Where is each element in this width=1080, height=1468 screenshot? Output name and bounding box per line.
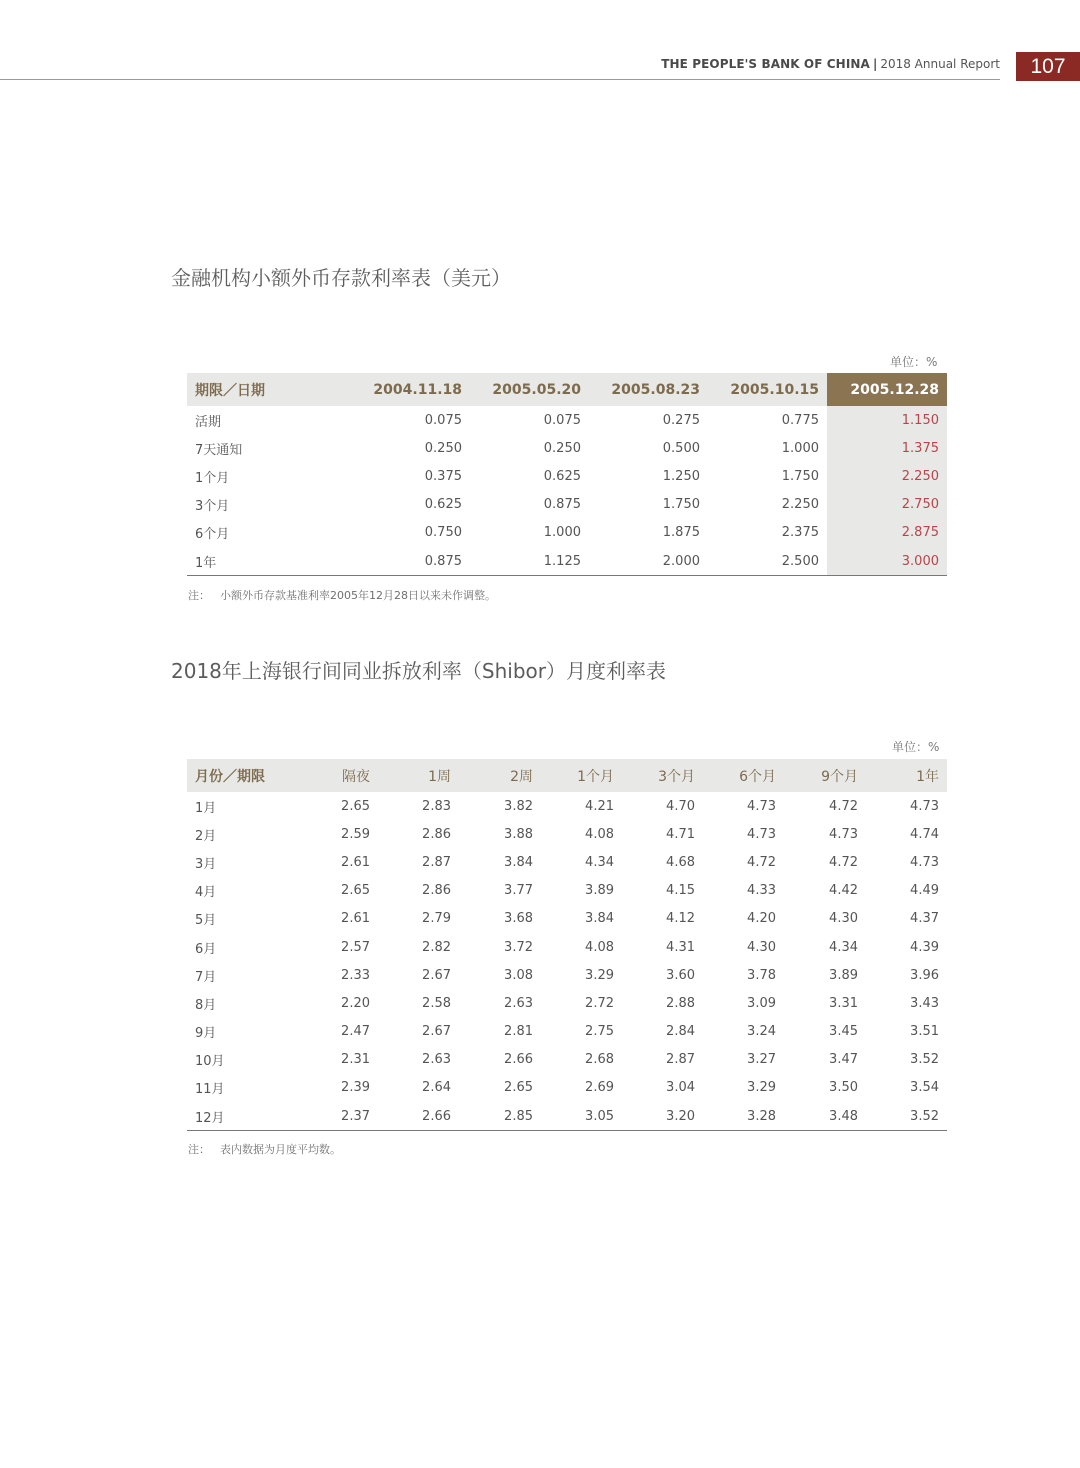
table-cell: 4.08 [585,939,614,955]
table-cell: 0.875 [543,497,581,513]
table-cell: 2.65 [504,1080,533,1096]
table-cell: 2.63 [504,995,533,1011]
table-row [187,933,947,961]
table-cell: 3.04 [666,1080,695,1096]
table-cell: 3.50 [829,1080,858,1096]
table-cell: 2.75 [585,1024,614,1040]
table-cell: 2.33 [341,967,370,983]
table-cell: 3.77 [504,883,533,899]
table-cell: 4.31 [666,939,695,955]
table-cell: 2.84 [666,1024,695,1040]
table-cell: 3.52 [866,1102,947,1131]
page-number: 107 [1016,52,1080,81]
table-row [187,491,947,519]
table-cell: 2.250 [827,462,947,490]
table-cell: 4.74 [910,826,939,842]
table2-col-header: 月份／期限 [195,768,265,785]
table1-col-header: 2005.08.23 [611,381,700,398]
table-cell: 0.775 [781,412,819,428]
table1-col-header: 2004.11.18 [373,381,462,398]
table-cell: 2.000 [589,547,708,576]
table2-note [188,1141,341,1157]
table2-col-header: 2周 [510,768,533,785]
header-separator: | [872,57,878,71]
table-cell: 4.21 [585,798,614,814]
table2-col-header: 隔夜 [342,768,370,785]
table-row [187,961,947,989]
table-cell: 4.73 [747,826,776,842]
table-cell: 4.20 [747,911,776,927]
table-cell: 4.73 [910,854,939,870]
table-cell: 2.66 [378,1102,459,1131]
table2-unit: 单位：% [892,740,940,754]
running-header [661,57,1000,71]
table-cell: 0.625 [543,468,581,484]
table-cell: 2.87 [422,854,451,870]
table2-header-row [187,759,947,792]
table-cell: 0.625 [424,497,462,513]
table-row [187,1074,947,1102]
table1-header-row [187,373,947,406]
table-cell: 4.42 [829,883,858,899]
table-cell: 2.69 [585,1080,614,1096]
table-cell: 3.24 [747,1024,776,1040]
table-cell: 2.61 [341,911,370,927]
table-cell: 2.47 [341,1024,370,1040]
table2-col-header: 3个月 [658,768,695,785]
table-cell: 2.66 [504,1052,533,1068]
table-cell: 1.750 [662,497,700,513]
table-cell: 4.73 [747,798,776,814]
table-cell: 0.500 [662,440,700,456]
row-label: 6个月 [195,527,230,543]
table-cell: 3.43 [910,995,939,1011]
table-cell: 3.48 [784,1102,866,1131]
table-cell: 0.875 [345,547,470,576]
table-cell: 2.59 [341,826,370,842]
table-cell: 2.875 [827,519,947,547]
table-cell: 4.15 [666,883,695,899]
table-cell: 2.72 [585,995,614,1011]
table-cell: 2.500 [708,547,827,576]
table-row [187,848,947,876]
table2-note-label: 注： [188,1143,210,1156]
table-cell: 2.81 [504,1024,533,1040]
row-label: 2月 [195,828,217,844]
table-cell: 0.375 [424,468,462,484]
table-cell: 3.89 [829,967,858,983]
table1-col-header: 2005.05.20 [492,381,581,398]
table-cell: 3.72 [504,939,533,955]
row-label: 3月 [195,856,217,872]
table-cell: 2.88 [666,995,695,1011]
table-cell: 3.82 [504,798,533,814]
table1-note [188,587,496,603]
table-cell: 4.49 [910,883,939,899]
table-cell: 3.54 [910,1080,939,1096]
table-cell: 0.075 [543,412,581,428]
table-cell: 3.89 [585,883,614,899]
table2-body [187,792,947,1131]
table-cell: 4.30 [829,911,858,927]
table-cell: 1.150 [827,406,947,434]
table-cell: 4.68 [666,854,695,870]
table2-title: 2018年上海银行间同业拆放利率（Shibor）月度利率表 [171,659,666,683]
table-cell: 3.08 [504,967,533,983]
row-label: 1年 [187,547,345,576]
row-label: 7天通知 [195,442,243,458]
table-cell: 1.250 [662,468,700,484]
table-row [187,1102,947,1131]
table-row [187,792,947,820]
table-cell: 0.075 [424,412,462,428]
header-report: 2018 Annual Report [880,57,1000,71]
table-row [187,1018,947,1046]
table-cell: 3.000 [827,547,947,576]
row-label: 8月 [195,997,217,1013]
table-cell: 3.29 [747,1080,776,1096]
table-cell: 1.000 [543,525,581,541]
table1-col-header: 期限／日期 [195,382,265,399]
table-cell: 4.72 [747,854,776,870]
table-cell: 2.61 [341,854,370,870]
row-label: 10月 [195,1054,225,1070]
table-cell: 3.29 [585,967,614,983]
table-cell: 2.63 [422,1052,451,1068]
table-cell: 3.27 [747,1052,776,1068]
table-cell: 1.000 [781,440,819,456]
table-cell: 2.64 [422,1080,451,1096]
table-cell: 2.65 [341,798,370,814]
table-cell: 3.96 [910,967,939,983]
row-label: 3个月 [195,499,230,515]
table-cell: 3.68 [504,911,533,927]
table-cell: 3.60 [666,967,695,983]
header-org: THE PEOPLE'S BANK OF CHINA [661,57,870,71]
table-cell: 3.52 [910,1052,939,1068]
table-cell: 1.875 [662,525,700,541]
row-label: 11月 [195,1082,225,1098]
table-cell: 3.51 [910,1024,939,1040]
table-cell: 3.84 [585,911,614,927]
table-row [187,989,947,1017]
table-cell: 3.05 [541,1102,622,1131]
table-cell: 1.125 [470,547,589,576]
row-label: 活期 [195,414,222,430]
table-row [187,905,947,933]
table-cell: 4.72 [829,854,858,870]
table1-body [187,406,947,576]
table2-col-header: 1年 [916,768,939,785]
table-cell: 3.31 [829,995,858,1011]
table1-note-text: 小额外币存款基准利率2005年12月28日以来未作调整。 [220,589,496,602]
table-row [187,519,947,547]
table-row [187,1046,947,1074]
table-cell: 0.250 [543,440,581,456]
table-cell: 4.33 [747,883,776,899]
table-cell: 0.750 [424,525,462,541]
table-cell: 2.58 [422,995,451,1011]
table-cell: 2.68 [585,1052,614,1068]
table-cell: 2.86 [422,826,451,842]
table-cell: 3.88 [504,826,533,842]
table-cell: 2.39 [341,1080,370,1096]
table-cell: 4.34 [585,854,614,870]
table-cell: 2.67 [422,967,451,983]
row-label: 12月 [187,1102,297,1131]
table-cell: 4.70 [666,798,695,814]
table-cell: 2.20 [341,995,370,1011]
table-cell: 0.250 [424,440,462,456]
table1-col-header: 2005.10.15 [730,381,819,398]
table-cell: 1.375 [827,434,947,462]
table2-note-text: 表内数据为月度平均数。 [220,1143,341,1156]
table-cell: 2.250 [781,497,819,513]
header-rule [0,79,1000,80]
table-cell: 2.750 [827,491,947,519]
row-label: 6月 [195,941,217,957]
foreign-deposit-rate-table [187,373,947,576]
table-cell: 2.65 [341,883,370,899]
table-cell: 4.39 [910,939,939,955]
table-row [187,877,947,905]
table-cell: 4.12 [666,911,695,927]
table-row [187,406,947,434]
table1-col-header: 2005.12.28 [827,373,947,406]
table-row [187,547,947,576]
table2-col-header: 6个月 [739,768,776,785]
table-cell: 4.73 [910,798,939,814]
table-cell: 2.31 [341,1052,370,1068]
table-cell: 2.67 [422,1024,451,1040]
row-label: 9月 [195,1026,217,1042]
table-cell: 3.47 [829,1052,858,1068]
table-cell: 3.20 [622,1102,703,1131]
row-label: 1个月 [195,470,230,486]
table-row [187,434,947,462]
table-cell: 3.45 [829,1024,858,1040]
table-cell: 1.750 [781,468,819,484]
table-row [187,820,947,848]
row-label: 5月 [195,913,217,929]
table-cell: 2.57 [341,939,370,955]
table-cell: 4.34 [829,939,858,955]
table-cell: 2.83 [422,798,451,814]
table-cell: 3.09 [747,995,776,1011]
table-cell: 2.86 [422,883,451,899]
table1-unit: 单位：% [890,355,938,369]
table2-col-header: 1个月 [577,768,614,785]
table-cell: 2.82 [422,939,451,955]
table-cell: 4.30 [747,939,776,955]
table-cell: 4.08 [585,826,614,842]
table2-col-header: 1周 [428,768,451,785]
table-cell: 4.71 [666,826,695,842]
table-cell: 4.37 [910,911,939,927]
table-cell: 2.87 [666,1052,695,1068]
row-label: 1月 [195,800,217,816]
table-cell: 0.275 [662,412,700,428]
table1-note-label: 注： [188,589,210,602]
table2-col-header: 9个月 [821,768,858,785]
table-cell: 2.85 [459,1102,541,1131]
table-cell: 3.84 [504,854,533,870]
table-cell: 3.28 [703,1102,784,1131]
table-cell: 4.72 [829,798,858,814]
table-cell: 2.375 [781,525,819,541]
row-label: 7月 [195,969,217,985]
table-cell: 2.37 [297,1102,378,1131]
row-label: 4月 [195,885,217,901]
table1-title: 金融机构小额外币存款利率表（美元） [171,266,511,290]
table-cell: 2.79 [422,911,451,927]
shibor-monthly-rate-table [187,759,947,1131]
table-cell: 3.78 [747,967,776,983]
table-row [187,462,947,490]
table-cell: 4.73 [829,826,858,842]
